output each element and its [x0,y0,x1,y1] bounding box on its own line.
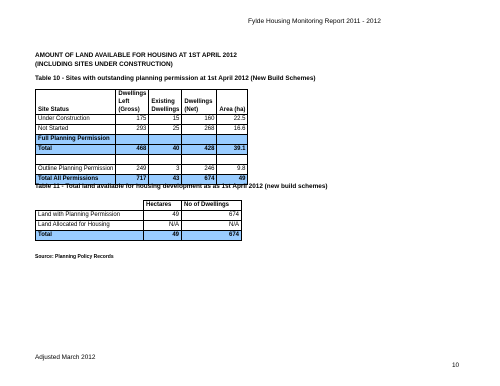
cell-area: 39.1 [217,145,248,155]
header-area: Area (ha) [217,90,248,115]
header-site-status: Site Status [36,90,116,115]
footer-note: Adjusted March 2012 [35,354,96,361]
cell-net: 268 [182,125,217,135]
cell-net: 246 [182,165,217,175]
source-note: Source: Planning Policy Records [35,254,114,260]
table-row [36,115,248,125]
row-label: Land Allocated for Housing [36,221,144,231]
page-number: 10 [452,362,460,369]
row-label: Total [36,231,144,241]
header-dwellings-left: Dwellings Left (Gross) [116,90,149,115]
cell-area: 9.8 [217,165,248,175]
header-dwellings-net: Dwellings (Net) [182,90,217,115]
cell-left: 175 [116,115,149,125]
cell-hectares: 49 [144,211,182,221]
cell-net: 428 [182,145,217,155]
table11-header-row [36,201,242,211]
row-label: Total All Permissions [36,175,116,185]
full-pp-label-row [36,135,248,145]
row-label: Not Started [36,125,116,135]
cell-area: 49 [217,175,248,185]
cell-existing: 3 [149,165,182,175]
report-header-title: Fylde Housing Monitoring Report 2011 - 2012 [248,18,381,25]
section-heading-line2: (INCLUDING SITES UNDER CONSTRUCTION) [35,60,173,68]
spacer-row [36,155,248,165]
cell-dwellings: 674 [182,231,242,241]
section-heading [35,52,237,69]
cell-existing: 25 [149,125,182,135]
cell-existing: 15 [149,115,182,125]
full-pp-total-label: Total [36,145,116,155]
table11 [35,200,242,241]
cell-dwellings: N/A [182,221,242,231]
table10-header-row [36,90,248,115]
cell-hectares: N/A [144,221,182,231]
table11-title: Table 11 - Total land available for housing development as as 1st April 2012 (new build schemes) [35,183,328,190]
header-dwellings: No of Dwellings [182,201,242,211]
header-hectares: Hectares [144,201,182,211]
cell-existing: 43 [149,175,182,185]
table-row [36,125,248,135]
row-label: Under Construction [36,115,116,125]
cell-existing: 40 [149,145,182,155]
cell-dwellings: 674 [182,211,242,221]
cell-area: 22.5 [217,115,248,125]
cell-left: 249 [116,165,149,175]
cell-area: 16.6 [217,125,248,135]
table-row [36,221,242,231]
table-row [36,165,248,175]
cell-net: 674 [182,175,217,185]
full-pp-label: Full Planning Permission [36,135,116,145]
section-heading-line1: AMOUNT OF LAND AVAILABLE FOR HOUSING AT 1ST APRIL 2012 [35,52,237,59]
row-label: Outline Planning Permission [36,165,116,175]
cell-hectares: 49 [144,231,182,241]
table10 [35,89,248,185]
full-pp-total-row [36,145,248,155]
cell-left: 717 [116,175,149,185]
header-existing-dwellings: Existing Dwellings [149,90,182,115]
total-row [36,231,242,241]
cell-left: 293 [116,125,149,135]
row-label: Land with Planning Permission [36,211,144,221]
table-row [36,211,242,221]
table10-title: Table 10 - Sites with outstanding planning permission at 1st April 2012 (New Build Schemes) [35,75,316,82]
cell-net: 160 [182,115,217,125]
cell-left: 468 [116,145,149,155]
